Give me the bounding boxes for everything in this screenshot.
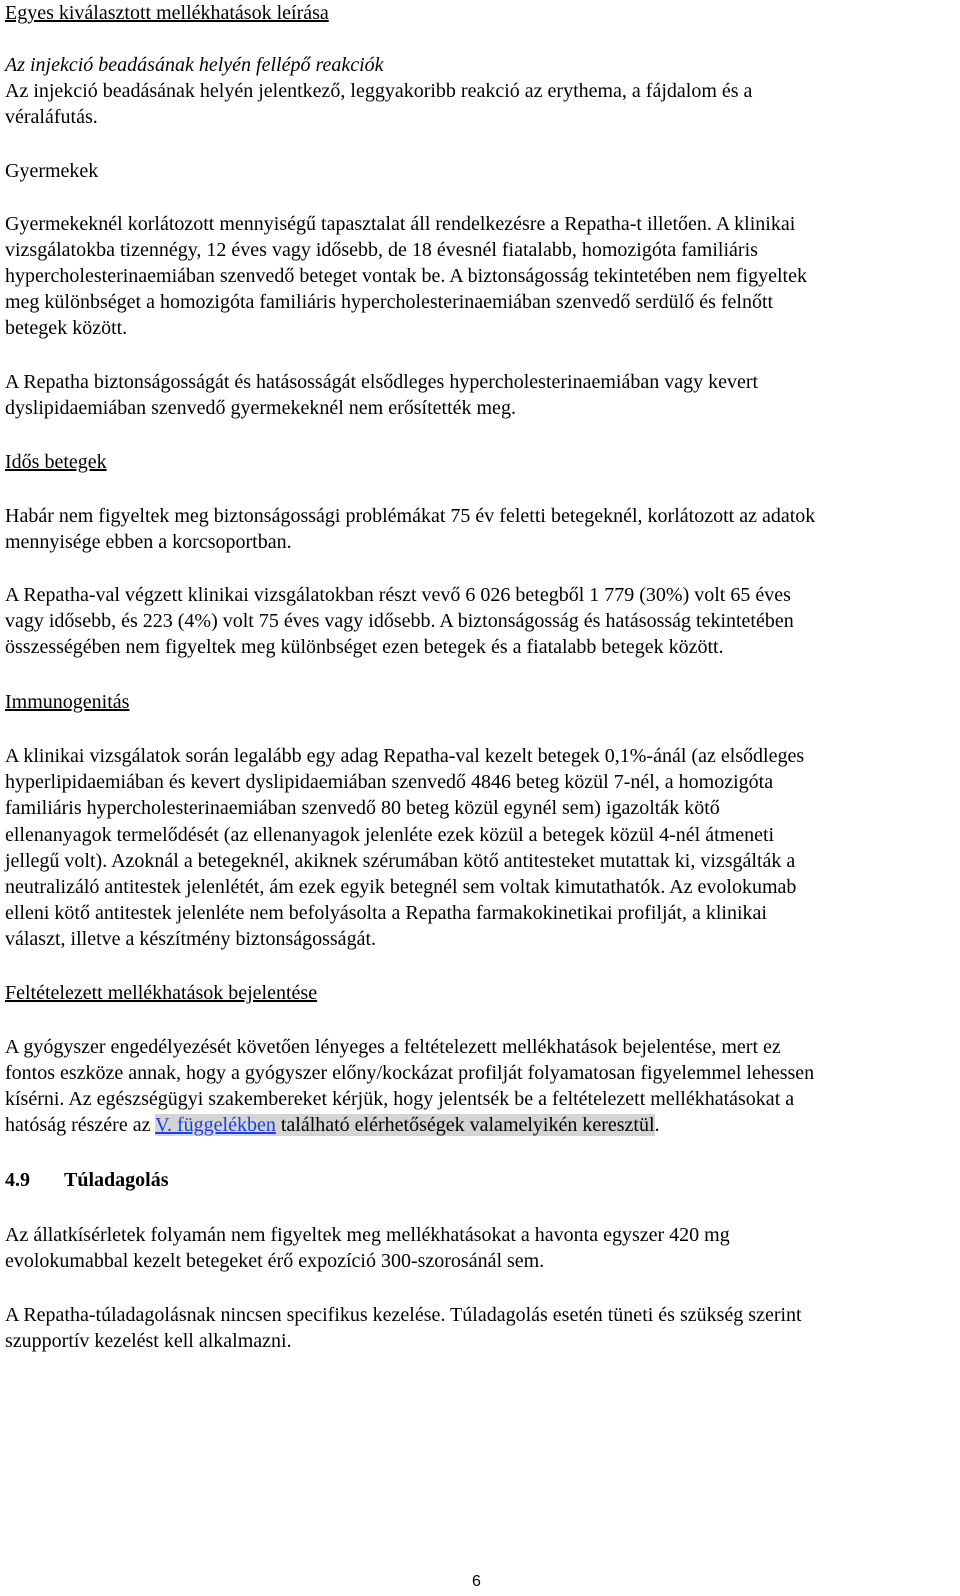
reporting-line-1: A gyógyszer engedélyezését követően lényeges a feltételezett mellékhatások bejelentése, mert ez bbox=[5, 1036, 781, 1058]
immunogenicity-line-5: jellegű volt). Azoknál a betegeknél, akiknek szérumában kötő antitesteket mutattak ki, vizsgálták a bbox=[5, 850, 796, 872]
immunogenicity-line-4: ellenanyagok termelődését (az ellenanyagok jelenléte ezek közül a betegek közül 4-nél átmeneti bbox=[5, 824, 775, 846]
children-line-3: hypercholesterinaemiában szenvedő beteget vontak be. A biztonságosság tekintetében nem figyeltek bbox=[5, 265, 807, 287]
elderly-para2-line-3: összességében nem figyeltek meg különbséget ezen betegek és a fiatalabb betegek között. bbox=[5, 636, 724, 658]
elderly-title: Idős betegek bbox=[5, 451, 107, 473]
children-line-2: vizsgálatokba tizennégy, 12 éves vagy idősebb, de 18 évesnél fiatalabb, homozigóta familiáris bbox=[5, 239, 758, 261]
injection-line-1: Az injekció beadásának helyén jelentkező, leggyakoribb reakció az erythema, a fájdalom és a bbox=[5, 80, 753, 102]
overdose-para2-line-2: szupportív kezelést kell alkalmazni. bbox=[5, 1330, 292, 1352]
overdose-line-2: evolokumabbal kezelt betegeket érő expozíció 300-szorosánál sem. bbox=[5, 1250, 545, 1272]
immunogenicity-line-8: választ, illetve a készítmény biztonságosságát. bbox=[5, 928, 376, 950]
overdose-title: Túladagolás bbox=[64, 1169, 169, 1191]
children-line-1: Gyermekeknél korlátozott mennyiségű tapasztalat áll rendelkezésre a Repatha-t illetően. A klinikai bbox=[5, 213, 796, 235]
overdose-heading bbox=[5, 1167, 168, 1193]
reporting-line-4-end: . bbox=[654, 1114, 660, 1136]
immunogenicity-line-6: neutralizáló antitestek jelenlétét, ám ezek egyik betegnél sem voltak kimutathatók. Az evolokumab bbox=[5, 876, 797, 898]
appendix-v-link[interactable]: V. függelékben bbox=[155, 1114, 276, 1136]
immunogenicity-title: Immunogenitás bbox=[5, 691, 130, 713]
elderly-para2-line-1: A Repatha-val végzett klinikai vizsgálatokban részt vevő 6 026 betegből 1 779 (30%) volt 65 éves bbox=[5, 584, 791, 606]
page-number: 6 bbox=[472, 1573, 481, 1590]
children-para2-line-1: A Repatha biztonságosságát és hatásosságát elsődleges hypercholesterinaemiában vagy kevert bbox=[5, 371, 759, 393]
injection-site-title: Az injekció beadásának helyén fellépő reakciók bbox=[5, 54, 384, 76]
elderly-line-2: mennyisége ebben a korcsoportban. bbox=[5, 531, 292, 553]
elderly-para2-line-2: vagy idősebb, és 223 (4%) volt 75 éves vagy idősebb. A biztonságosság és hatásosság tekintetében bbox=[5, 610, 794, 632]
reporting-highlight bbox=[155, 1114, 654, 1136]
children-para2-line-2: dyslipidaemiában szenvedő gyermekeknél nem erősítették meg. bbox=[5, 397, 516, 419]
injection-line-2: véraláfutás. bbox=[5, 106, 98, 128]
immunogenicity-line-7: elleni kötő antitestek jelenléte nem befolyásolta a Repatha farmakokinetikai profilját, a klinikai bbox=[5, 902, 767, 924]
immunogenicity-line-3: familiáris hypercholesterinaemiában szenvedő 80 beteg közül egynél sem) igazolták kötő bbox=[5, 797, 720, 819]
immunogenicity-line-1: A klinikai vizsgálatok során legalább egy adag Repatha-val kezelt betegek 0,1%-ánál (az elsődleges bbox=[5, 745, 805, 767]
immunogenicity-line-2: hyperlipidaemiában és kevert dyslipidaemiában szenvedő 4846 beteg közül 7-nél, a homozigóta bbox=[5, 771, 774, 793]
section-heading-side-effects: Egyes kiválasztott mellékhatások leírása bbox=[5, 2, 329, 24]
children-title: Gyermekek bbox=[5, 160, 99, 182]
reporting-title: Feltételezett mellékhatások bejelentése bbox=[5, 982, 318, 1004]
reporting-line-3: kísérni. Az egészségügyi szakembereket kérjük, hogy jelentsék be a feltételezett mellékhatásokat a bbox=[5, 1088, 795, 1110]
elderly-line-1: Habár nem figyeltek meg biztonságossági problémákat 75 év feletti betegeknél, korlátozott az adatok bbox=[5, 505, 816, 527]
overdose-para2-line-1: A Repatha-túladagolásnak nincsen specifikus kezelése. Túladagolás esetén tüneti és szükség szerint bbox=[5, 1304, 802, 1326]
overdose-section-number: 4.9 bbox=[5, 1169, 30, 1191]
children-line-4: meg különbséget a homozigóta familiáris hypercholesterinaemiában szenvedő serdülő és felnőtt bbox=[5, 291, 774, 313]
reporting-line-2: fontos eszköze annak, hogy a gyógyszer előny/kockázat profilját folyamatosan figyelemmel lehessen bbox=[5, 1062, 815, 1084]
children-line-5: betegek között. bbox=[5, 317, 128, 339]
overdose-line-1: Az állatkísérletek folyamán nem figyeltek meg mellékhatásokat a havonta egyszer 420 mg bbox=[5, 1224, 730, 1246]
reporting-line-4-suffix: található elérhetőségek valamelyikén keresztül bbox=[275, 1114, 655, 1136]
reporting-line-4 bbox=[5, 1112, 660, 1138]
reporting-line-4-prefix: hatóság részére az bbox=[5, 1114, 156, 1136]
